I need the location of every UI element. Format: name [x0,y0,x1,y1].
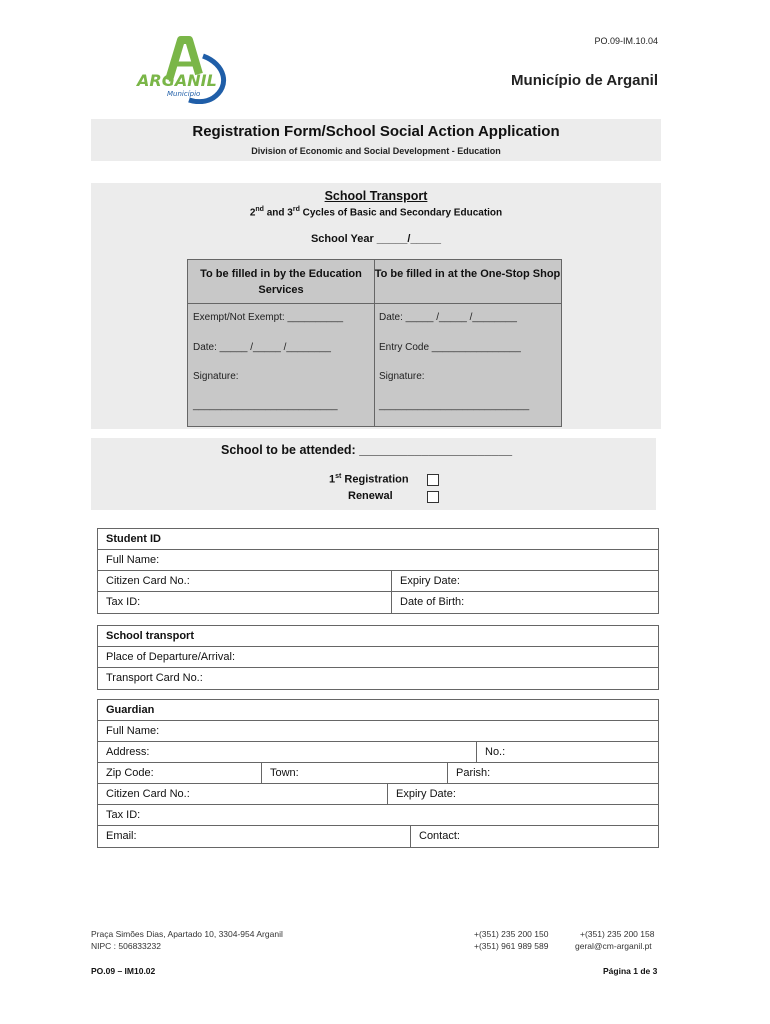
first-registration-checkbox[interactable] [427,474,439,486]
education-services-column [188,260,375,426]
entry-code-line[interactable]: Entry Code ________________ [379,342,521,353]
education-services-header: To be filled in by the Education Services [188,260,374,304]
guardian-expiry-field[interactable]: Expiry Date: [387,784,456,804]
form-title: Registration Form/School Social Action Application [192,123,560,140]
renewal-checkbox[interactable] [427,491,439,503]
departure-arrival-field[interactable]: Place of Departure/Arrival: [106,651,235,663]
guardian-address-field[interactable]: Address: [106,746,150,758]
shop-date-line[interactable]: Date: _____ /_____ /________ [379,312,517,323]
arganil-logo [133,34,233,104]
transport-card-field[interactable]: Transport Card No.: [106,672,203,684]
student-id-header: Student ID [106,533,161,545]
office-use-table [187,259,562,427]
guardian-tax-id-field[interactable]: Tax ID: [106,809,141,821]
school-attended-field[interactable]: School to be attended: ______________________ [221,443,513,457]
guardian-parish-field[interactable]: Parish: [447,763,490,783]
footer-nipc: NIPC : 506833232 [91,941,161,951]
student-dob-field[interactable]: Date of Birth: [391,592,464,613]
student-full-name-field[interactable]: Full Name: [106,554,160,566]
transport-title: School Transport [324,189,428,203]
footer-fax: +(351) 235 200 158 [580,929,655,939]
guardian-zip-field[interactable]: Zip Code: [106,767,154,779]
footer-phone1: +(351) 235 200 150 [474,929,549,939]
school-section [91,438,656,510]
signature-label: Signature: [193,371,239,382]
student-citizen-card-field[interactable]: Citizen Card No.: [106,575,190,587]
guardian-table [97,699,659,848]
svg-text:ARGANIL: ARGANIL [137,71,217,90]
first-registration-label: 1st Registration [329,473,409,486]
municipality-name: Município de Arganil [511,72,658,89]
title-section [91,119,661,161]
footer-address: Praça Simões Dias, Apartado 10, 3304-954 Arganil [91,929,283,939]
student-tax-id-field[interactable]: Tax ID: [106,596,141,608]
guardian-email-field[interactable]: Email: [106,830,137,842]
student-id-table [97,528,659,614]
one-stop-shop-column [374,260,561,426]
date-line[interactable]: Date: _____ /_____ /________ [193,342,331,353]
guardian-number-field[interactable]: No.: [476,742,505,762]
svg-text:Município: Município [167,90,201,98]
one-stop-shop-header: To be filled in at the One-Stop Shop [374,260,561,304]
shop-signature-line[interactable]: ___________________________ [379,400,530,411]
guardian-contact-field[interactable]: Contact: [410,826,460,847]
guardian-header: Guardian [106,704,155,716]
guardian-full-name-field[interactable]: Full Name: [106,725,160,737]
exempt-line[interactable]: Exempt/Not Exempt: __________ [193,312,344,323]
shop-signature-label: Signature: [379,371,425,382]
school-transport-header: School transport [106,630,195,642]
footer-phone2: +(351) 961 989 589 [474,941,549,951]
footer-code: PO.09 – IM10.02 [91,966,156,976]
transport-section [91,183,661,429]
student-expiry-field[interactable]: Expiry Date: [391,571,460,591]
education-cycles: 2nd and 3rd Cycles of Basic and Secondary Education [249,206,503,219]
guardian-town-field[interactable]: Town: [261,763,299,783]
page-number: Página 1 de 3 [603,966,658,976]
footer-email: geral@cm-arganil.pt [575,941,652,951]
renewal-label: Renewal [348,490,393,502]
form-subtitle: Division of Economic and Social Development - Education [251,146,501,156]
school-transport-table [97,625,659,690]
signature-line[interactable]: __________________________ [193,400,338,411]
school-year: School Year _____/_____ [310,233,442,245]
guardian-citizen-card-field[interactable]: Citizen Card No.: [106,788,190,800]
document-code: PO.09-IM.10.04 [594,36,658,46]
